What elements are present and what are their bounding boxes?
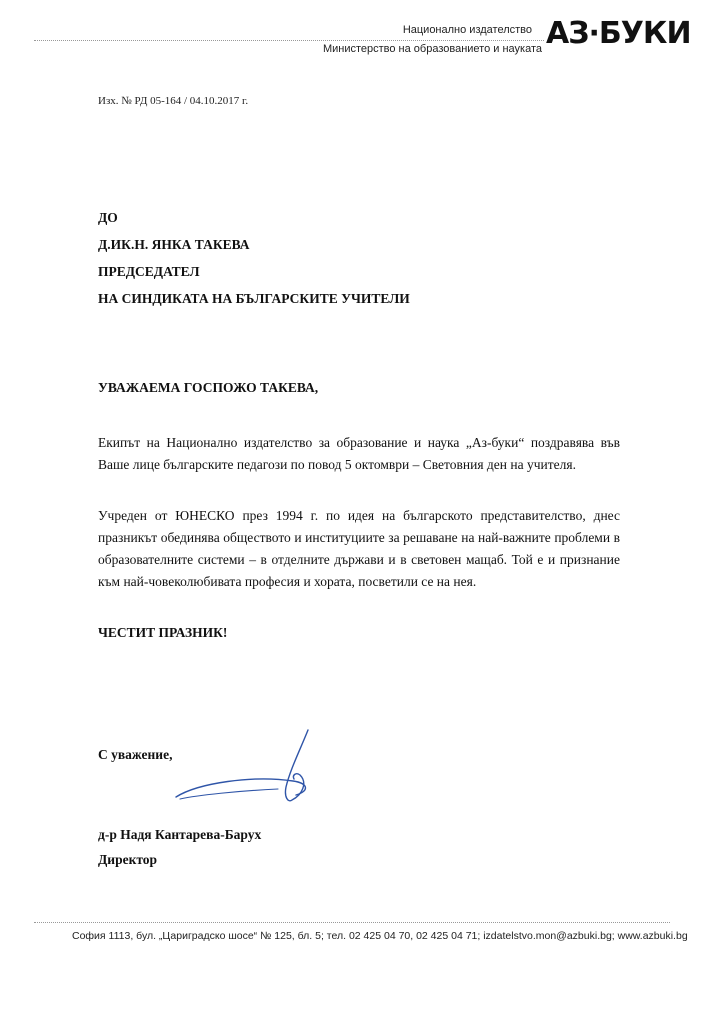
body-paragraph-2: Учреден от ЮНЕСКО през 1994 г. по идея на българското представителство, днес празникът обединява обществото и институциите за решаване на най-важните проблеми в образователните системи – в отделните държави и в световен мащаб. Той е и признание към най-човеколюбивата професия и хората, посветили се на нея. [98,508,620,589]
addressee-name: Д.ИК.Н. ЯНКА ТАКЕВА [98,237,250,252]
addressee-to: ДО [98,210,118,225]
footer-contact: София 1113, бул. „Цариградско шосе“ № 125, бл. 5; тел. 02 425 04 70, 02 425 04 71; izdatelstvo.mon@azbuki.bg; www.azbuki.bg [72,930,688,942]
addressee-organization: НА СИНДИКАТА НА БЪЛГАРСКИТЕ УЧИТЕЛИ [98,291,410,306]
letterhead [0,0,718,70]
footer-divider [34,922,670,923]
closing-greeting: ЧЕСТИТ ПРАЗНИК! [98,625,228,640]
body-paragraph-1: Екипът на Национално издателство за образование и наука „Аз-буки“ поздравява във Ваше лице българските педагози по повод 5 октомври – Световния ден на учителя. [98,435,620,472]
header-divider [34,40,544,41]
addressee-block [98,204,410,312]
signer-block [98,822,261,872]
addressee-position: ПРЕДСЕДАТЕЛ [98,264,200,279]
signer-title: Директор [98,852,158,867]
publisher-name: Национално издателство [402,24,532,36]
publisher-ministry: Министерство на образованието и науката [322,43,542,55]
handwritten-signature [168,725,328,820]
reference-number: Изх. № РД 05-164 / 04.10.2017 г. [98,95,249,107]
azbuki-logo: АЗ·БУКИ [546,16,691,51]
salutation: УВАЖАЕМА ГОСПОЖО ТАКЕВА, [98,380,319,395]
signer-name: д-р Надя Кантарева-Барух [98,827,262,842]
regards-line: С уважение, [98,747,173,762]
